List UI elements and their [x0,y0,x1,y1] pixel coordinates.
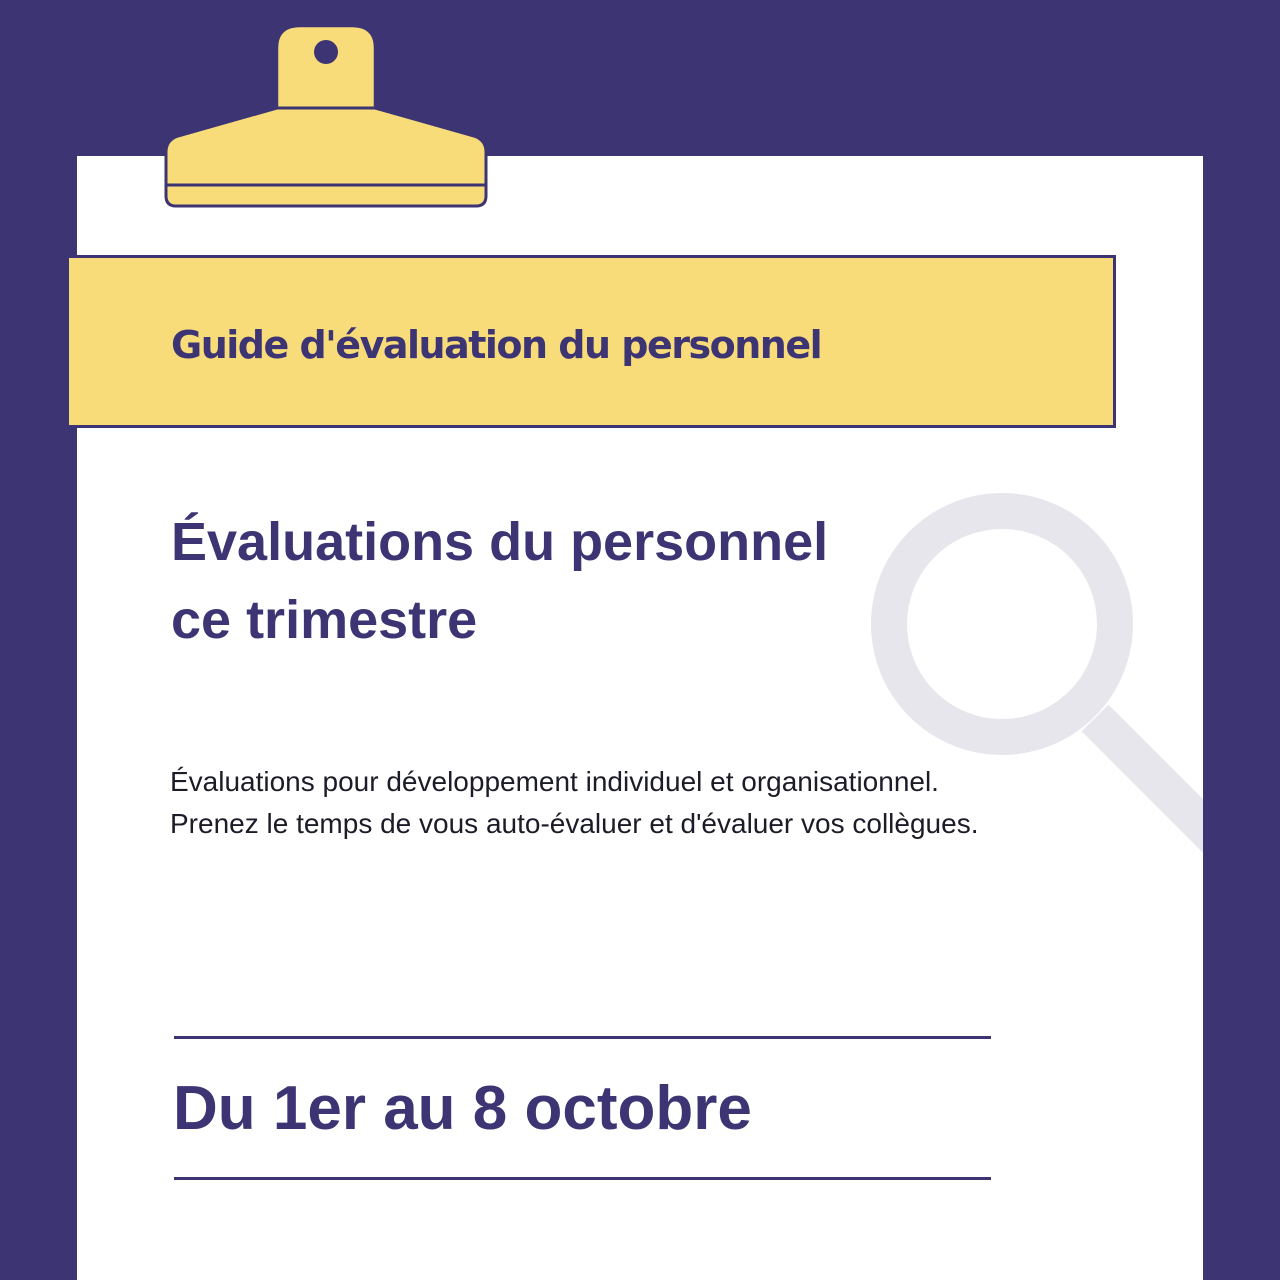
guide-banner [66,255,1116,428]
heading-line-1: Évaluations du personnel [171,512,829,572]
banner-title: Guide d'évaluation du personnel [171,323,822,367]
page-heading [171,503,828,659]
date-range: Du 1er au 8 octobre [173,1074,752,1143]
description-line-1: Évaluations pour développement individuel et organisationnel. [170,766,939,797]
heading-line-2: ce trimestre [171,590,478,650]
divider-bottom [174,1177,991,1180]
divider-top [174,1036,991,1039]
description [170,761,978,845]
clipboard-clip-icon [164,24,488,208]
description-line-2: Prenez le temps de vous auto-évaluer et d'évaluer vos collègues. [170,808,979,839]
